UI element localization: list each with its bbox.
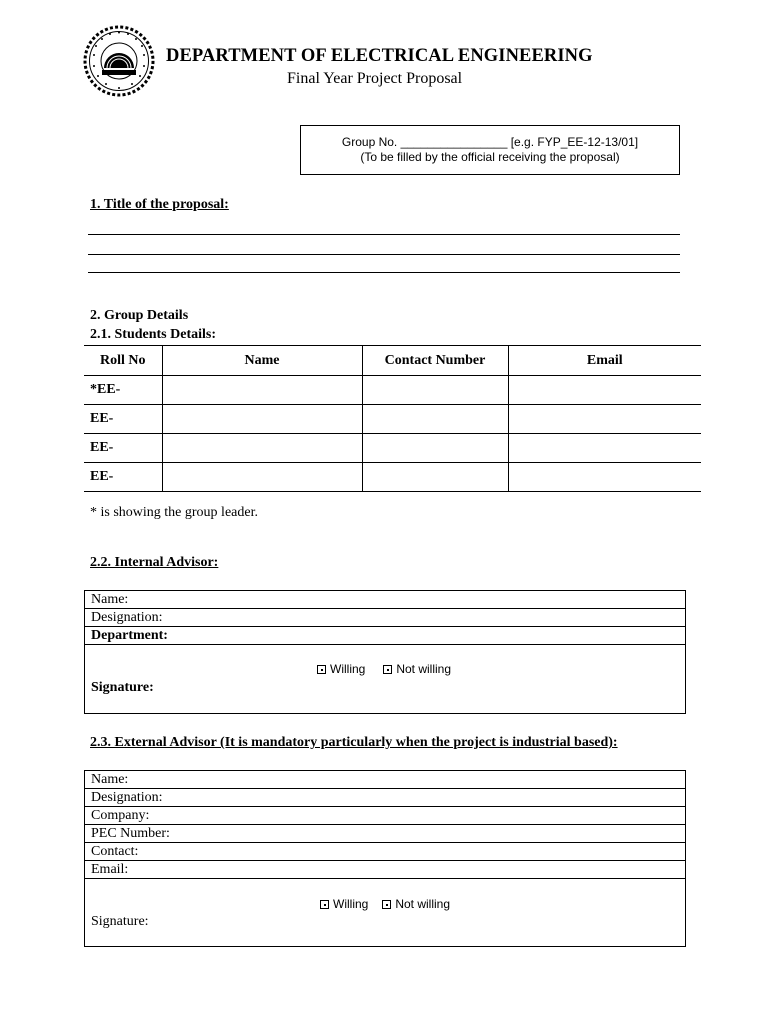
external-advisor-company-field[interactable]: Company: bbox=[85, 807, 686, 825]
not-willing-label: Not willing bbox=[396, 662, 452, 676]
willing-label: Willing bbox=[333, 897, 369, 911]
contact-number-cell[interactable] bbox=[362, 376, 508, 405]
internal-advisor-designation-field[interactable]: Designation: bbox=[85, 609, 686, 627]
group-number-box bbox=[300, 125, 680, 175]
email-cell[interactable] bbox=[508, 434, 701, 463]
group-details-heading: 2. Group Details bbox=[90, 308, 189, 323]
external-advisor-heading: 2.3. External Advisor (It is mandatory particularly when the project is industrial based): bbox=[90, 735, 618, 750]
not-willing-checkbox[interactable] bbox=[382, 900, 391, 909]
internal-advisor-department-field[interactable]: Department: bbox=[85, 627, 686, 645]
students-table-header bbox=[84, 346, 701, 376]
internal-advisor-name-field[interactable]: Name: bbox=[85, 591, 686, 609]
email-cell[interactable] bbox=[508, 463, 701, 492]
group-leader-note: * is showing the group leader. bbox=[90, 505, 258, 520]
table-row bbox=[84, 376, 701, 405]
contact-number-cell[interactable] bbox=[362, 463, 508, 492]
table-row bbox=[84, 434, 701, 463]
title-line-1[interactable] bbox=[88, 234, 680, 235]
external-advisor-signature-cell[interactable] bbox=[85, 879, 686, 947]
university-seal-logo bbox=[82, 24, 156, 98]
column-header-contact-number: Contact Number bbox=[362, 346, 508, 376]
not-willing-checkbox[interactable] bbox=[383, 665, 392, 674]
name-cell[interactable] bbox=[162, 463, 362, 492]
column-header-roll-no: Roll No bbox=[84, 346, 162, 376]
proposal-title-heading: 1. Title of the proposal: bbox=[90, 197, 229, 212]
internal-advisor-signature-label: Signature: bbox=[91, 680, 154, 695]
not-willing-label: Not willing bbox=[395, 897, 451, 911]
students-table bbox=[84, 345, 701, 492]
external-advisor-designation-field[interactable]: Designation: bbox=[85, 789, 686, 807]
roll-no-cell[interactable]: EE- bbox=[84, 463, 162, 492]
name-cell[interactable] bbox=[162, 376, 362, 405]
title-line-2[interactable] bbox=[88, 254, 680, 255]
external-advisor-table bbox=[84, 770, 686, 947]
roll-no-cell[interactable]: EE- bbox=[84, 434, 162, 463]
internal-advisor-table bbox=[84, 590, 686, 714]
department-title: DEPARTMENT OF ELECTRICAL ENGINEERING bbox=[166, 46, 593, 66]
roll-no-cell[interactable]: EE- bbox=[84, 405, 162, 434]
external-advisor-signature-label: Signature: bbox=[91, 914, 149, 929]
contact-number-cell[interactable] bbox=[362, 434, 508, 463]
column-header-name: Name bbox=[162, 346, 362, 376]
email-cell[interactable] bbox=[508, 405, 701, 434]
external-advisor-pec-number-field[interactable]: PEC Number: bbox=[85, 825, 686, 843]
title-line-3[interactable] bbox=[88, 272, 680, 273]
internal-advisor-willingness bbox=[317, 661, 451, 678]
table-row bbox=[84, 463, 701, 492]
external-advisor-name-field[interactable]: Name: bbox=[85, 771, 686, 789]
external-advisor-email-field[interactable]: Email: bbox=[85, 861, 686, 879]
willing-checkbox[interactable] bbox=[317, 665, 326, 674]
group-number-field[interactable]: Group No. ________________ [e.g. FYP_EE-12-13/01] bbox=[341, 135, 639, 149]
email-cell[interactable] bbox=[508, 376, 701, 405]
external-advisor-willingness bbox=[320, 896, 450, 913]
internal-advisor-heading: 2.2. Internal Advisor: bbox=[90, 555, 219, 570]
contact-number-cell[interactable] bbox=[362, 405, 508, 434]
willing-checkbox[interactable] bbox=[320, 900, 329, 909]
roll-no-cell[interactable]: *EE- bbox=[84, 376, 162, 405]
group-number-instruction: (To be filled by the official receiving the proposal) bbox=[360, 150, 620, 164]
table-row bbox=[84, 405, 701, 434]
external-advisor-contact-field[interactable]: Contact: bbox=[85, 843, 686, 861]
internal-advisor-signature-cell[interactable] bbox=[85, 645, 686, 714]
willing-label: Willing bbox=[330, 662, 366, 676]
name-cell[interactable] bbox=[162, 434, 362, 463]
column-header-email: Email bbox=[508, 346, 701, 376]
name-cell[interactable] bbox=[162, 405, 362, 434]
document-subtitle: Final Year Project Proposal bbox=[287, 70, 463, 87]
students-details-heading: 2.1. Students Details: bbox=[90, 327, 217, 342]
